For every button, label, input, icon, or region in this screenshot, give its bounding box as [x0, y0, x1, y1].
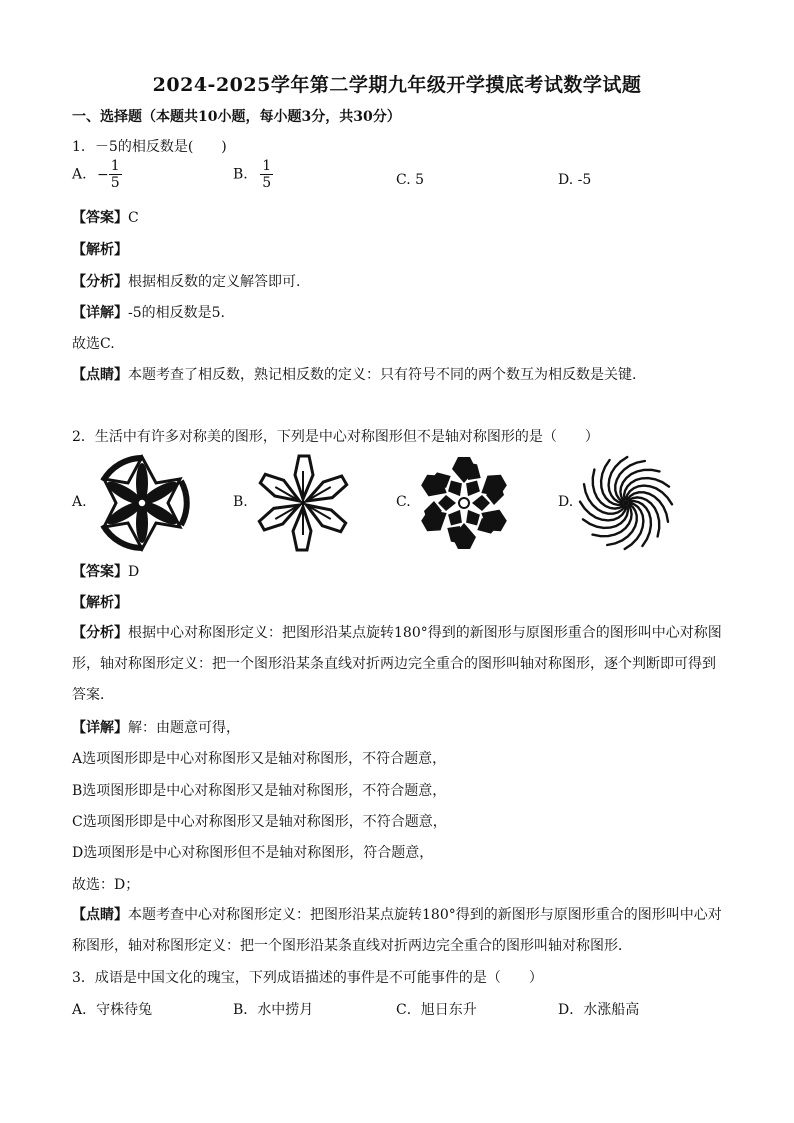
- xiangjie-tag: 【详解】: [72, 720, 128, 736]
- page-title: 2024-2025学年第二学期九年级开学摸底考试数学试题: [152, 74, 642, 96]
- q2-line-d: D选项图形是中心对称图形但不是轴对称图形，符合题意，: [72, 845, 434, 861]
- q1-option-b: [233, 158, 273, 191]
- answer-tag: 【答案】: [72, 564, 128, 580]
- answer-tag: 【答案】: [72, 210, 128, 226]
- q1-conclusion: 故选C.: [72, 336, 115, 352]
- q1-option-a-numerator: 1: [110, 158, 120, 174]
- q1-option-d: D. -5: [558, 172, 592, 188]
- fenxi-tag: 【分析】: [72, 274, 128, 290]
- q2-option-c-label: C.: [396, 494, 411, 510]
- q1-fenxi: [72, 271, 300, 291]
- q1-option-a-denominator: 5: [110, 175, 120, 191]
- q1-stem: 1．－5的相反数是( ): [72, 139, 227, 155]
- q2-dianjing: [72, 900, 727, 962]
- q1-dianjing-text: 本题考查了相反数，熟记相反数的定义：只有符号不同的两个数互为相反数是关键.: [128, 367, 637, 383]
- q2-option-a-label: A.: [72, 494, 87, 510]
- q3-option-c: C．旭日东升: [396, 1002, 477, 1018]
- xiangjie-tag: 【详解】: [72, 305, 128, 321]
- q1-option-c: C. 5: [396, 172, 425, 188]
- q3-option-d: D．水涨船高: [558, 1002, 640, 1018]
- fenxi-tag: 【分析】: [72, 625, 128, 641]
- q2-figure-c: [414, 453, 514, 553]
- q1-option-a-sign: −: [97, 166, 109, 183]
- q2-stem: 2．生活中有许多对称美的图形，下列是中心对称图形但不是轴对称图形的是（ ）: [72, 429, 599, 445]
- q2-option-d-label: D.: [558, 494, 574, 510]
- dianjing-tag: 【点睛】: [72, 907, 128, 923]
- section-heading: 一、选择题（本题共10小题，每小题3分，共30分）: [72, 109, 401, 125]
- q1-option-b-fraction: [260, 158, 273, 191]
- q1-xiangjie: [72, 302, 225, 322]
- analysis-tag: 【解析】: [72, 242, 128, 258]
- q2-answer: [72, 561, 139, 581]
- q3-option-a: A．守株待兔: [72, 1002, 153, 1018]
- q1-dianjing: [72, 364, 636, 384]
- q1-option-b-label: B.: [233, 166, 248, 183]
- q2-figure-a: [92, 453, 192, 553]
- q1-answer-value: C: [128, 210, 139, 226]
- q2-dianjing-text: 本题考查中心对称图形定义：把图形沿某点旋转180°得到的新图形与原图形重合的图形叫中心对称图形，轴对称图形定义：把一个图形沿某条直线对折两边完全重合的图形叫轴对称图形．: [72, 907, 722, 954]
- analysis-tag: 【解析】: [72, 595, 128, 611]
- q2-fenxi: [72, 618, 727, 711]
- q1-option-a: [72, 158, 122, 191]
- q1-analysis-heading: [72, 239, 128, 259]
- q1-option-a-fraction: [109, 158, 122, 191]
- q2-xiangjie: [72, 717, 240, 737]
- q2-figure-b: [253, 453, 353, 553]
- q1-option-b-denominator: 5: [262, 175, 272, 191]
- q2-answer-value: D: [128, 564, 140, 580]
- q1-answer: [72, 207, 139, 227]
- q2-option-b-label: B.: [233, 494, 248, 510]
- q1-option-b-numerator: 1: [262, 158, 272, 174]
- q2-analysis-heading: [72, 592, 128, 612]
- q2-line-c: C选项图形即是中心对称图形又是轴对称图形，不符合题意，: [72, 814, 447, 830]
- q1-option-a-label: A.: [72, 166, 87, 183]
- q2-figure-d: [576, 453, 676, 553]
- q2-line-b: B选项图形即是中心对称图形又是轴对称图形，不符合题意，: [72, 783, 447, 799]
- q3-stem: 3．成语是中国文化的瑰宝，下列成语描述的事件是不可能事件的是（ ）: [72, 970, 543, 986]
- q2-line-a: A选项图形即是中心对称图形又是轴对称图形，不符合题意，: [72, 751, 447, 767]
- q2-xiangjie-text: 解：由题意可得，: [128, 720, 240, 736]
- q3-option-b: B．水中捞月: [233, 1002, 314, 1018]
- q2-conclusion: 故选：D；: [72, 877, 140, 893]
- dianjing-tag: 【点睛】: [72, 367, 128, 383]
- q1-xiangjie-text: -5的相反数是5.: [128, 305, 225, 321]
- q1-fenxi-text: 根据相反数的定义解答即可.: [128, 274, 301, 290]
- q2-fenxi-text: 根据中心对称图形定义：把图形沿某点旋转180°得到的新图形与原图形重合的图形叫中心对称图形，轴对称图形定义：把一个图形沿某条直线对折两边完全重合的图形叫轴对称图形，逐个判断即可得到答案．: [72, 625, 722, 703]
